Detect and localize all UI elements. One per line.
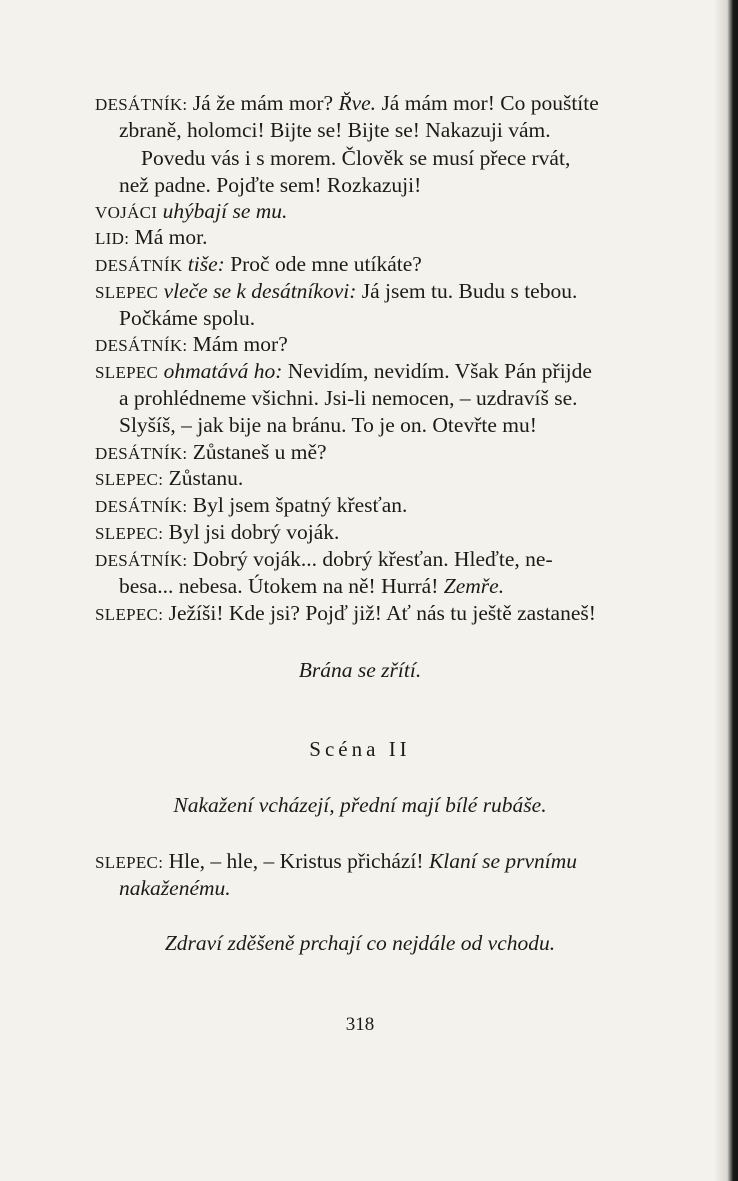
- speaker-name: SLEPEC: [95, 283, 159, 302]
- speaker-name: DESÁTNÍK:: [95, 551, 188, 570]
- speaker-name: DESÁTNÍK:: [95, 497, 188, 516]
- stage-direction: Zdraví zděšeně prchají co nejdále od vchodu.: [164, 931, 556, 955]
- speaker-name: SLEPEC:: [95, 605, 164, 624]
- scene-heading: Scéna II: [309, 737, 411, 761]
- stage-direction: nakaženému.: [119, 876, 231, 900]
- speaker-name: SLEPEC:: [95, 470, 164, 489]
- speaker-name: DESÁTNÍK:: [95, 444, 188, 463]
- dialogue-line: DESÁTNÍK: Dobrý voják... dobrý křesťan. Hleďte, ne-: [95, 547, 553, 571]
- dialogue-line: DESÁTNÍK tiše: Proč ode mne utíkáte?: [95, 252, 422, 276]
- stage-direction: Zemře.: [443, 574, 505, 598]
- speaker-name: VOJÁCI: [95, 203, 158, 222]
- page-edge-shadow: [714, 0, 738, 1181]
- dialogue-line: DESÁTNÍK: Byl jsem špatný křesťan.: [95, 493, 408, 517]
- dialogue-line: SLEPEC: Zůstanu.: [95, 466, 244, 490]
- stage-direction: Nakažení vcházejí, přední mají bílé rubáše.: [173, 793, 547, 817]
- stage-direction: Klaní se prvnímu: [428, 849, 578, 873]
- dialogue-line: SLEPEC: Hle, – hle, – Kristus přichází! Klaní se prvnímu: [95, 849, 578, 873]
- dialogue-line: než padne. Pojďte sem! Rozkazuji!: [119, 173, 422, 197]
- stage-direction: ohmatává ho:: [163, 359, 283, 383]
- page-number: 318: [345, 1014, 375, 1035]
- speaker-name: LID:: [95, 229, 130, 248]
- dialogue-line: Povedu vás i s morem. Člověk se musí přece rvát,: [141, 146, 571, 170]
- speaker-name: DESÁTNÍK:: [95, 336, 188, 355]
- stage-direction: Řve.: [338, 91, 377, 115]
- speaker-name: DESÁTNÍK:: [95, 95, 188, 114]
- dialogue-line: zbraně, holomci! Bijte se! Bijte se! Nakazuji vám.: [119, 118, 551, 142]
- speaker-name: SLEPEC:: [95, 524, 164, 543]
- dialogue-line: DESÁTNÍK: Já že mám mor? Řve. Já mám mor! Co pouštíte: [95, 91, 599, 115]
- speaker-name: SLEPEC:: [95, 853, 164, 872]
- dialogue-line: DESÁTNÍK: Mám mor?: [95, 332, 288, 356]
- speaker-name: SLEPEC: [95, 363, 159, 382]
- dialogue-line: [95, 198, 287, 226]
- dialogue-line: a prohlédneme všichni. Jsi-li nemocen, – uzdravíš se.: [119, 386, 578, 410]
- dialogue-line: SLEPEC: Ježíši! Kde jsi? Pojď již! Ať nás tu ještě zastaneš!: [95, 601, 596, 625]
- dialogue-line: Počkáme spolu.: [119, 306, 256, 330]
- stage-direction: vleče se k desátníkovi:: [163, 279, 357, 303]
- dialogue-line: SLEPEC vleče se k desátníkovi: Já jsem tu. Budu s tebou.: [95, 279, 578, 303]
- speaker-name: DESÁTNÍK: [95, 256, 183, 275]
- dialogue-line: Slyšíš, – jak bije na bránu. To je on. Otevřte mu!: [119, 413, 537, 437]
- dialogue-line: SLEPEC: Byl jsi dobrý voják.: [95, 520, 340, 544]
- dialogue-line: SLEPEC ohmatává ho: Nevidím, nevidím. Však Pán přijde: [95, 359, 592, 383]
- stage-direction: tiše:: [187, 252, 225, 276]
- dialogue-line: besa... nebesa. Útokem na ně! Hurrá! Zemře.: [119, 574, 505, 598]
- stage-direction: uhýbají se mu.: [162, 199, 288, 223]
- dialogue-line: LID: Má mor.: [95, 225, 208, 249]
- stage-direction: Brána se zřítí.: [298, 658, 422, 682]
- dialogue-line: DESÁTNÍK: Zůstaneš u mě?: [95, 440, 327, 464]
